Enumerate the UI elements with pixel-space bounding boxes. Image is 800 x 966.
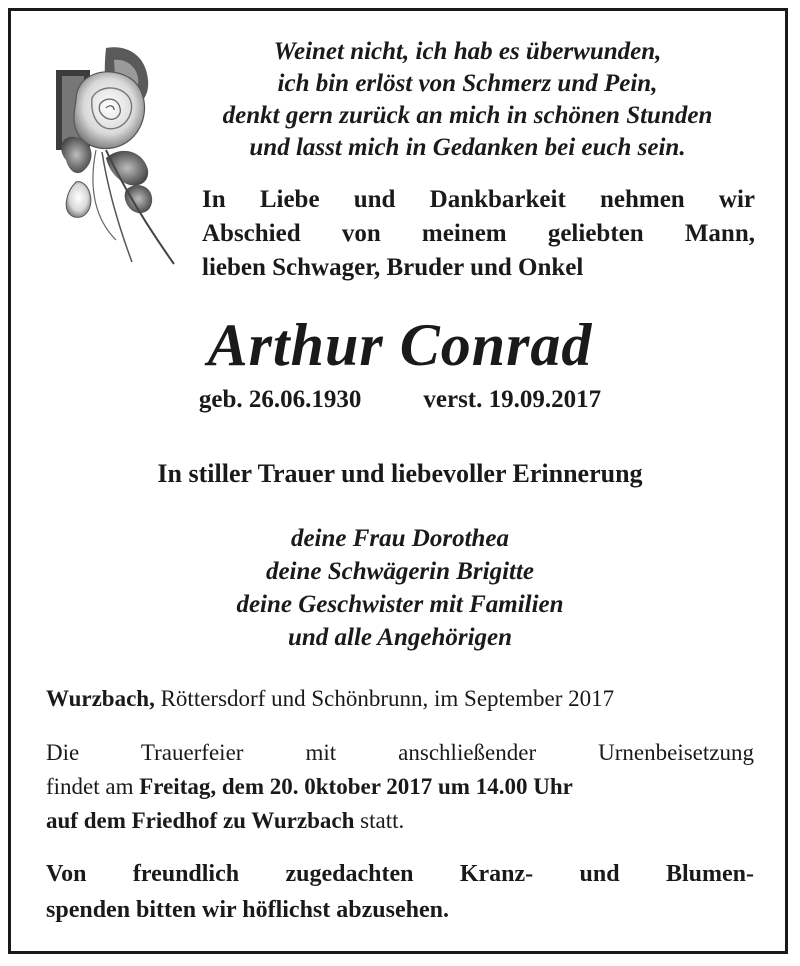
family-member: deine Schwägerin Brigitte: [265, 558, 535, 585]
service-text: findet am: [46, 774, 140, 799]
service-info: [46, 736, 754, 838]
poem-line: ich bin erlöst von Schmerz und Pein,: [277, 70, 658, 97]
birth-date: geb. 26.06.1930: [198, 386, 362, 413]
flower-line: Von freundlich zugedachten Kranz- und Blumen-: [46, 861, 754, 887]
service-line: [46, 770, 754, 804]
poem-line: denkt gern zurück an mich in schönen Stunden: [222, 102, 713, 129]
flower-line: spenden bitten wir höflichst abzusehen.: [46, 897, 449, 923]
town-name: Wurzbach,: [46, 686, 155, 711]
poem-line: und lasst mich in Gedanken bei euch sein.: [249, 134, 686, 161]
family-member: deine Frau Dorothea: [290, 525, 510, 552]
poem: [175, 36, 760, 164]
poem-line: Weinet nicht, ich hab es überwunden,: [273, 38, 662, 65]
family-member: und alle Angehörigen: [287, 624, 513, 651]
intro-text: [202, 183, 755, 285]
place-rest: Röttersdorf und Schönbrunn, im September 2017: [154, 686, 615, 711]
service-text: statt.: [354, 808, 405, 833]
life-dates: [0, 380, 800, 420]
family-member: deine Geschwister mit Familien: [236, 591, 564, 618]
intro-line: lieben Schwager, Bruder und Onkel: [202, 254, 584, 281]
flower-request: [46, 856, 754, 928]
family-list: [0, 522, 800, 654]
service-date: Freitag, dem 20. 0ktober 2017 um 14.00 Uhr: [139, 774, 573, 799]
death-date: verst. 19.09.2017: [423, 386, 602, 413]
deceased-name: Arthur Conrad: [207, 312, 593, 378]
service-line: Die Trauerfeier mit anschließender Urnenbeisetzung: [46, 740, 754, 765]
place-and-date: [46, 682, 756, 716]
mourning-line: In stiller Trauer und liebevoller Erinnerung: [157, 459, 643, 488]
intro-line: In Liebe und Dankbarkeit nehmen wir: [202, 186, 755, 213]
rose-icon: [36, 40, 181, 270]
service-line: [46, 804, 754, 838]
intro-line: Abschied von meinem geliebten Mann,: [202, 220, 755, 247]
service-location: auf dem Friedhof zu Wurzbach: [46, 808, 355, 833]
